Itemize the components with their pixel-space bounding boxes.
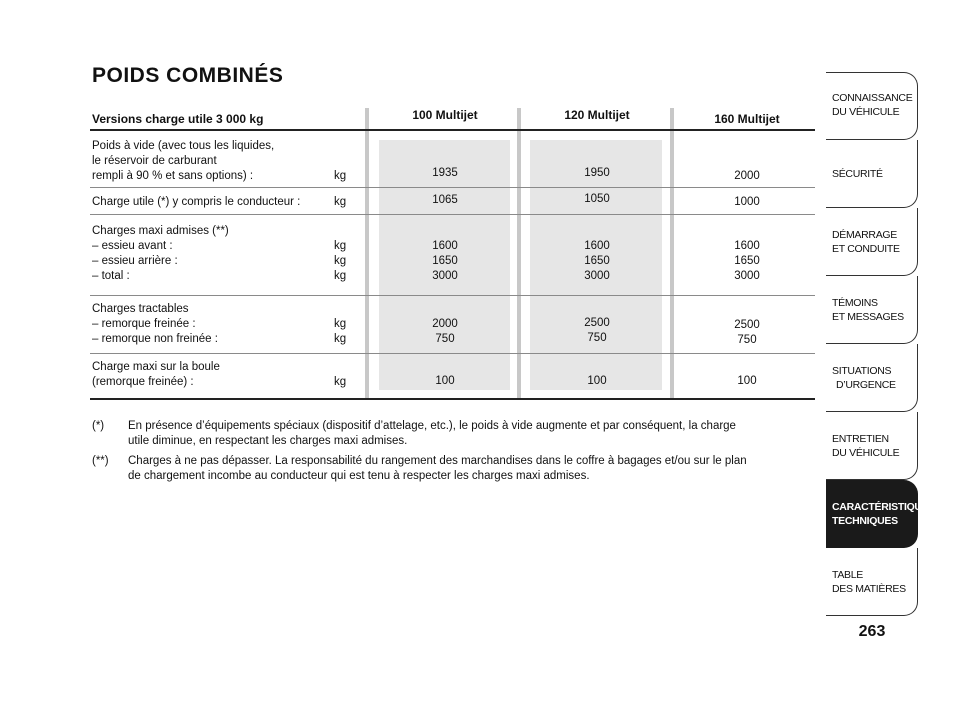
row-divider — [90, 187, 815, 188]
row-divider — [90, 214, 815, 215]
cell-value: 1065 — [432, 194, 458, 206]
footnote-mark: (**) — [92, 455, 109, 467]
nav-tab-temoins[interactable]: TÉMOINS ET MESSAGES — [826, 276, 918, 344]
table-header-col-1: 100 Multijet — [412, 108, 478, 122]
row-unit: kg kg — [334, 318, 347, 345]
footnote-text: En présence d’équipements spéciaux (dispositif d’attelage, etc.), le poids à vide augmente et par conséquent, la charge utile diminue, en respectant les charges maxi admises. — [128, 420, 736, 447]
nav-tab-securite[interactable]: SÉCURITÉ — [826, 140, 918, 208]
nav-tab-entretien[interactable]: ENTRETIEN DU VÉHICULE — [826, 412, 918, 480]
nav-tab-demarrage[interactable]: DÉMARRAGE ET CONDUITE — [826, 208, 918, 276]
cell-values: 1600 1650 3000 — [734, 240, 760, 282]
row-label-tow-ball-load: Charge maxi sur la boule (remorque freinée) : — [92, 361, 220, 388]
row-divider — [90, 295, 815, 296]
row-label-payload: Charge utile (*) y compris le conducteur : — [92, 196, 301, 208]
cell-value: 100 — [435, 375, 455, 387]
page-number: 263 — [858, 623, 886, 640]
row-label-towable-loads: Charges tractables – remorque freinée : – remorque non freinée : — [92, 303, 218, 345]
cell-values: 1600 1650 3000 — [584, 240, 610, 282]
cell-value: 1950 — [584, 167, 610, 179]
cell-value: 100 — [587, 375, 607, 387]
nav-tab-situations[interactable]: SITUATIONS D’URGENCE — [826, 344, 918, 412]
cell-value: 1000 — [734, 196, 760, 208]
row-divider — [90, 353, 815, 354]
cell-values: 1600 1650 3000 — [432, 240, 458, 282]
page-title: POIDS COMBINÉS — [92, 64, 284, 87]
cell-values: 2000 750 — [432, 318, 458, 345]
table-header-label: Versions charge utile 3 000 kg — [92, 112, 264, 126]
nav-tab-table-matieres[interactable]: TABLE DES MATIÈRES — [826, 548, 918, 616]
nav-tab-caracteristiques[interactable]: CARACTÉRISTIQUES TECHNIQUES — [826, 480, 918, 548]
cell-value: 1050 — [584, 193, 610, 205]
footnote-mark: (*) — [92, 420, 105, 432]
table-top-rule — [90, 129, 815, 131]
cell-values: 2500 750 — [734, 319, 760, 346]
row-unit: kg kg kg — [334, 240, 347, 282]
row-label-empty-weight: Poids à vide (avec tous les liquides, le réservoir de carburant rempli à 90 % et sans options) : — [92, 140, 275, 182]
row-unit: kg — [334, 376, 347, 388]
column-rule — [365, 108, 369, 398]
row-unit: kg — [334, 196, 347, 208]
table-bottom-rule — [90, 398, 815, 400]
row-unit: kg — [334, 170, 347, 182]
table-header-col-2: 120 Multijet — [564, 108, 630, 122]
cell-values: 2500 750 — [584, 317, 610, 344]
table-header-col-3: 160 Multijet — [714, 112, 780, 126]
cell-value: 100 — [737, 375, 757, 387]
footnote-text: Charges à ne pas dépasser. La responsabilité du rangement des marchandises dans le coffre à bagages et/ou sur le plan de chargement incombe au conducteur qui est tenu à respecter les charges maxi admises. — [128, 455, 747, 482]
row-label-max-loads: Charges maxi admises (**) – essieu avant : – essieu arrière : – total : — [92, 225, 229, 282]
nav-tab-connaissance[interactable]: CONNAISSANCE DU VÉHICULE — [826, 72, 918, 140]
cell-value: 1935 — [432, 167, 458, 179]
cell-value: 2000 — [734, 170, 760, 182]
